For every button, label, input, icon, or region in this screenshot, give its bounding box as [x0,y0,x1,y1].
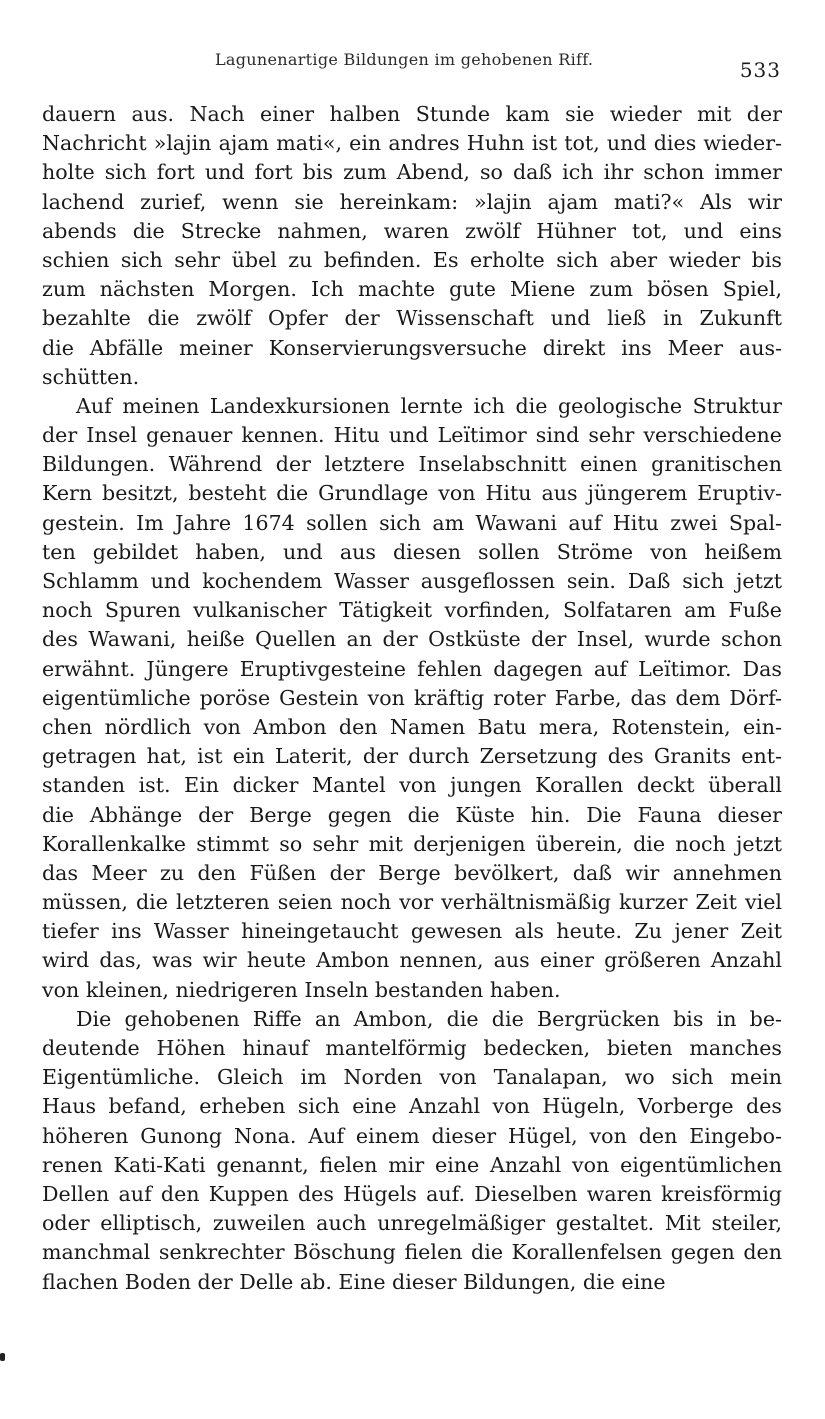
text-line: höheren Gunong Nona. Auf einem dieser Hügel, von den Eingebo- [42,1123,782,1148]
text-line: von kleinen, niedrigeren Inseln bestanden haben. [42,977,561,1002]
text-line: Schlamm und kochendem Wasser ausgeflossen sein. Daß sich jetzt [42,569,782,593]
text-line: schien sich sehr übel zu befinden. Es erholte sich aber wieder bis [42,247,782,272]
text-line: ten gebildet haben, und aus diesen sollen Ströme von heißem [42,539,782,564]
text-line: Die gehobenen Riffe an Ambon, die die Bergrücken bis in be- [76,1006,782,1031]
text-line: die Abhänge der Berge gegen die Küste hin. Die Fauna dieser [42,802,782,827]
text-line: wird das, was wir heute Ambon nennen, aus einer größeren Anzahl [42,948,782,973]
body-text [42,100,782,1297]
text-line: chen nördlich von Ambon den Namen Batu mera, Rotenstein, ein- [42,714,782,739]
text-line: Eigentümliche. Gleich im Norden von Tanalapan, wo sich mein [42,1065,782,1090]
paragraph-3 [42,1005,782,1297]
text-line: abends die Strecke nahmen, waren zwölf Hühner tot, und eins [42,218,782,243]
text-line: oder elliptisch, zuweilen auch unregelmäßiger gestaltet. Mit steiler, [42,1211,782,1236]
text-line: Kern besitzt, besteht die Grundlage von Hitu aus jüngerem Eruptiv- [42,481,782,506]
margin-speck [0,1353,5,1361]
text-line: lachend zurief, wenn sie hereinkam: »lajin ajam mati?« Als wir [42,189,782,214]
text-line: die Abfälle meiner Konservierungsversuche direkt ins Meer aus- [42,335,782,360]
text-line: Haus befand, erheben sich eine Anzahl von Hügeln, Vorberge des [42,1094,782,1119]
text-line: müssen, die letzteren seien noch vor verhältnismäßig kurzer Zeit viel [42,890,782,915]
text-line: Bildungen. Während der letztere Inselabschnitt einen granitischen [42,452,782,477]
text-line: das Meer zu den Füßen der Berge bevölkert, daß wir annehmen [42,860,782,885]
text-line: dauern aus. Nach einer halben Stunde kam sie wieder mit der [42,102,782,126]
text-line: renen Kati-Kati genannt, fielen mir eine Anzahl von eigentümlichen [42,1152,782,1177]
text-line: holte sich fort und fort bis zum Abend, so daß ich ihr schon immer [42,160,782,185]
text-line: noch Spuren vulkanischer Tätigkeit vorfinden, Solfataren am Fuße [42,598,782,623]
text-line: gestein. Im Jahre 1674 sollen sich am Wawani auf Hitu zwei Spal- [42,510,782,535]
text-line: zum nächsten Morgen. Ich machte gute Miene zum bösen Spiel, [42,277,782,302]
text-line: standen ist. Ein dicker Mantel von jungen Korallen deckt überall [42,773,782,798]
running-head: Lagunenartige Bildungen im gehobenen Riff. [215,50,594,69]
page-number: 533 [739,58,781,82]
text-line: Korallenkalke stimmt so sehr mit derjenigen überein, die noch jetzt [42,831,782,856]
text-line: der Insel genauer kennen. Hitu und Leïtimor sind sehr verschiedene [42,423,782,448]
text-line: deutende Höhen hinauf mantelförmig bedecken, bieten manches [42,1036,782,1060]
text-line: Auf meinen Landexkursionen lernte ich die geologische Struktur [76,393,782,418]
text-line: tiefer ins Wasser hineingetaucht gewesen als heute. Zu jener Zeit [42,919,782,944]
paragraph-1 [42,100,782,392]
text-line: bezahlte die zwölf Opfer der Wissenschaft und ließ in Zukunft [42,306,782,331]
text-line: des Wawani, heiße Quellen an der Ostküste der Insel, wurde schon [42,627,782,652]
text-line: getragen hat, ist ein Laterit, der durch Zersetzung des Granits ent- [42,744,782,769]
paragraph-2 [42,392,782,1005]
text-line: erwähnt. Jüngere Eruptivgesteine fehlen dagegen auf Leïtimor. Das [42,656,782,681]
text-line: schütten. [42,364,140,389]
text-line: Dellen auf den Kuppen des Hügels auf. Dieselben waren kreisförmig [42,1181,782,1206]
text-line: manchmal senkrechter Böschung fielen die Korallenfelsen gegen den [42,1240,782,1265]
text-line: eigentümliche poröse Gestein von kräftig roter Farbe, das dem Dörf- [42,685,782,710]
text-line: flachen Boden der Delle ab. Eine dieser Bildungen, die eine [42,1269,666,1294]
text-line: Nachricht »lajin ajam mati«, ein andres Huhn ist tot, und dies wieder- [42,131,782,156]
